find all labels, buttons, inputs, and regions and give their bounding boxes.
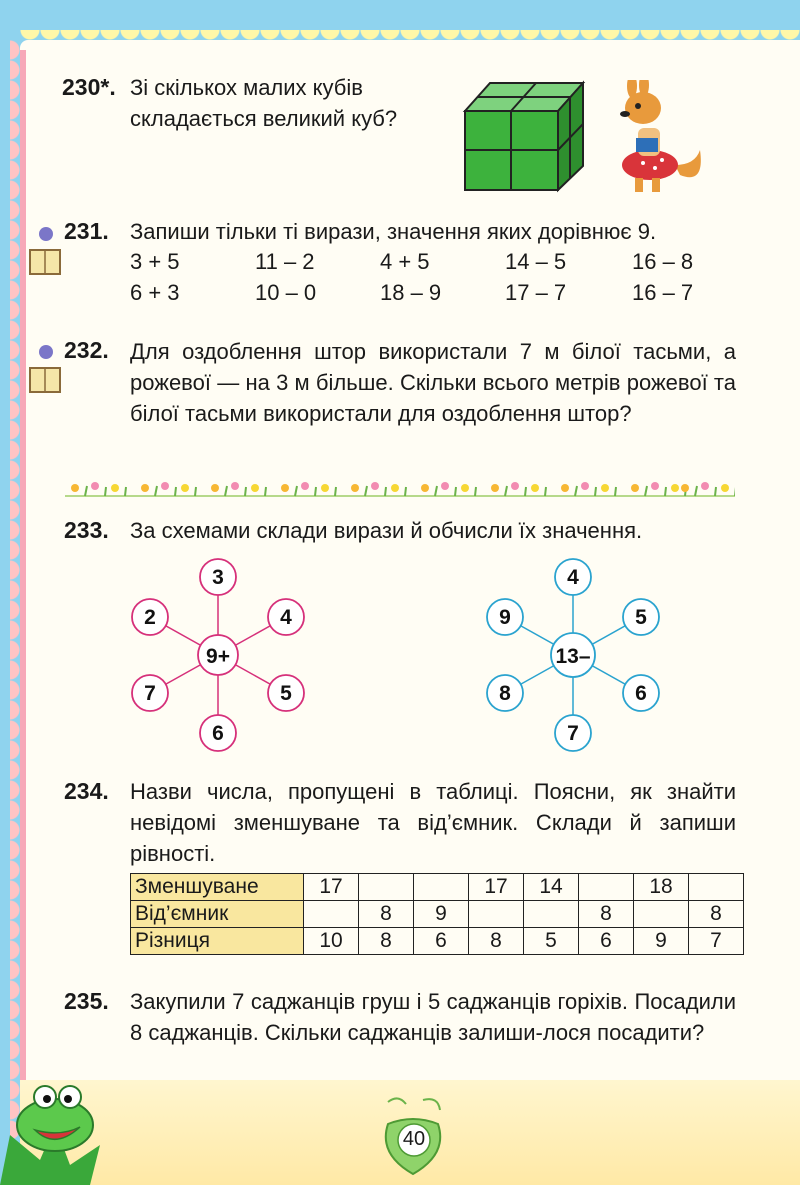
exercise-230-number: 230*. [62,74,116,100]
row-header: Різниця [131,928,304,955]
table-cell: 10 [304,928,359,955]
expression: 6 + 3 [130,280,180,305]
table-cell [524,901,579,928]
scheme1-lower-left: 7 [144,682,156,705]
expression: 14 – 5 [505,249,567,274]
scheme2-lower-right: 6 [635,682,647,705]
expression: 17 – 7 [505,280,567,305]
expression: 16 – 8 [632,249,694,274]
scheme2-top: 4 [567,566,579,589]
table-cell [579,874,634,901]
exercise-232-text: Для оздоблення штор використали 7 м білої тасьми, а рожевої — на 3 м більше. Скільки всього метрів рожевої та білої тасьми використали для оздоблення штор? [130,339,736,426]
table-row [131,901,744,928]
table-cell: 8 [469,928,524,955]
table-cell: 8 [359,901,414,928]
exercise-235-number: 235. [64,988,109,1014]
expression: 18 – 9 [380,280,442,305]
table-cell: 17 [304,874,359,901]
frog-icon [0,1075,130,1185]
table-cell: 9 [414,901,469,928]
exercise-231-number: 231. [64,218,109,244]
scheme-addition [125,555,315,755]
table-cell [414,874,469,901]
scheme2-lower-left: 8 [499,682,511,705]
expression: 4 + 5 [380,249,430,274]
scalloped-border-top [20,30,800,52]
scheme1-lower-right: 5 [280,682,292,705]
table-cell [634,901,689,928]
expression: 16 – 7 [632,280,694,305]
notebook-icon [26,222,66,278]
table-cell: 6 [579,928,634,955]
notebook-icon [26,340,66,396]
table-cell: 9 [634,928,689,955]
exercise-233-text: За схемами склади вирази й обчисли їх значення. [130,518,643,543]
exercise-234-text: Назви числа, пропущені в таблиці. Поясни, як знайти невідомі зменшуване та від’ємник. Склади й запиши рівності. [130,779,736,866]
scheme2-bottom: 7 [567,722,579,745]
table-cell [304,901,359,928]
table-cell: 7 [689,928,744,955]
exercise-235-text: Закупили 7 саджанців груш і 5 саджанців горіхів. Посадили 8 саджанців. Скільки саджанців залиши-лося посадити? [130,989,736,1045]
scheme1-upper-right: 4 [280,606,292,629]
table-cell [359,874,414,901]
expression: 3 + 5 [130,249,180,274]
scheme2-upper-right: 5 [635,606,647,629]
scheme1-upper-left: 2 [144,606,156,629]
table-cell: 14 [524,874,579,901]
scheme-subtraction [480,555,670,755]
kangaroo-icon [610,80,705,195]
exercise-231-text: Запиши тільки ті вирази, значення яких дорівнює 9. [130,219,657,244]
table-cell [689,874,744,901]
row-header: Зменшуване [131,874,304,901]
table-cell: 5 [524,928,579,955]
exercise-234-number: 234. [64,778,109,804]
expression: 10 – 0 [255,280,317,305]
expression: 11 – 2 [255,249,315,274]
table-cell: 8 [579,901,634,928]
scheme1-top: 3 [212,566,224,589]
table-cell: 8 [689,901,744,928]
page-number: 40 [402,1128,426,1150]
exercise-230-text: Зі скількох малих кубів складається великий куб? [130,75,398,131]
table-cell: 6 [414,928,469,955]
flower-divider [65,472,735,500]
table-cell: 17 [469,874,524,901]
scheme2-center: 13– [555,645,591,668]
scheme1-center: 9+ [206,645,230,668]
exercise-232-number: 232. [64,337,109,363]
cube-illustration [460,78,590,193]
row-header: Від’ємник [131,901,304,928]
table-row [131,928,744,955]
table-cell: 8 [359,928,414,955]
table-cell [469,901,524,928]
scheme2-upper-left: 9 [499,606,511,629]
table-row [131,874,744,901]
exercise-233-number: 233. [64,517,109,543]
pink-border-line [20,50,26,1110]
subtraction-table [130,873,744,955]
table-cell: 18 [634,874,689,901]
scheme1-bottom: 6 [212,722,224,745]
